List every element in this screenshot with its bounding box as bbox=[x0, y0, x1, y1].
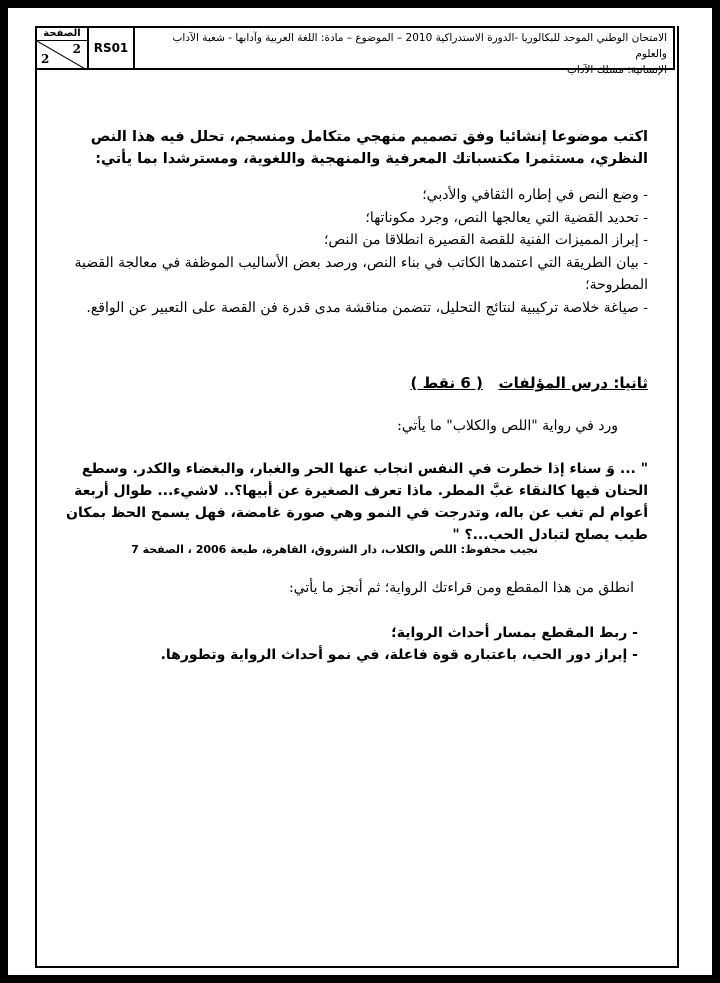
novel-excerpt: " ... وَ سناء إذا خطرت في النفس انجاب عنها الحر والغبار، والبغضاء والكدر. وسطع الحنان فيها كالنقاء غبَّ المطر. ماذا تعرف الصغيرة عن أبيها؟.. لاشيء... طوال أربعة أعوام لم تغب عن باله، وتدرجت في النمو وهي صورة غامضة، فهل يسمح الحظ بمكان طيب يصلح لتبادل الحب...؟ " bbox=[66, 461, 648, 543]
page-number-box bbox=[37, 28, 89, 68]
part2-lead: ورد في رواية "اللص والكلاب" ما يأتي: bbox=[397, 418, 618, 434]
page-number: 2 bbox=[72, 42, 81, 56]
task-item: - صياغة خلاصة تركيبية لنتائج التحليل، تتضمن مناقشة مدى قدرة فن القصة على التعبير عن الواقع. bbox=[86, 299, 648, 316]
page-total: 2 bbox=[41, 52, 50, 66]
task-item: - إبراز المميزات الفنية للقصة القصيرة انطلاقا من النص؛ bbox=[323, 232, 648, 248]
exam-header bbox=[35, 26, 675, 76]
task-item: - تحديد القضية التي يعالجها النص، وجرد مكوناتها؛ bbox=[365, 209, 648, 226]
part2-points: ( 6 نقط ) bbox=[410, 374, 483, 392]
part2-heading-row bbox=[60, 374, 648, 392]
part1-task-list bbox=[60, 184, 648, 319]
part1-intro: اكتب موضوعا إنشائيا وفق تصميم منهجي متكامل ومنسجم، تحلل فيه هذا النص النظري، مستثمرا مكتسباتك المعرفية والمنهجية واللغوية، ومسترشدا بما يأتي: bbox=[90, 129, 648, 167]
task-item: - وضع النص في إطاره الثقافي والأدبي؛ bbox=[422, 187, 648, 203]
exam-title-line1: الامتحان الوطني الموحد للبكالوريا -الدورة الاستدراكية 2010 – الموضوع – مادة: اللغة العربية وآدابها - شعبة الآداب والعلوم bbox=[172, 32, 667, 60]
exam-title bbox=[135, 28, 673, 76]
page-label: الصفحة bbox=[37, 28, 87, 41]
exam-title-line2: الإنسانية: مسلك الآداب bbox=[566, 64, 667, 76]
exam-code: RS01 bbox=[89, 28, 135, 68]
task-item: - بيان الطريقة التي اعتمدها الكاتب في بناء النص، ورصد بعض الأساليب الموظفة في معالجة القضية المطروحة؛ bbox=[74, 254, 648, 293]
part2-task-list bbox=[60, 622, 648, 666]
task-item: - إبراز دور الحب، باعتباره قوة فاعلة، في نمو أحداث الرواية وتطورها. bbox=[160, 647, 638, 663]
part2-heading: ثانيا: درس المؤلفات bbox=[498, 374, 648, 392]
part2-lead2: انطلق من هذا المقطع ومن قراءتك الرواية؛ ثم أنجز ما يأتي: bbox=[289, 580, 634, 596]
excerpt-source: نجيب محفوظ: اللص والكلاب، دار الشروق، القاهرة، طبعة 2006 ، الصفحة 7 bbox=[131, 543, 538, 556]
task-item: - ربط المقطع بمسار أحداث الرواية؛ bbox=[391, 625, 638, 641]
